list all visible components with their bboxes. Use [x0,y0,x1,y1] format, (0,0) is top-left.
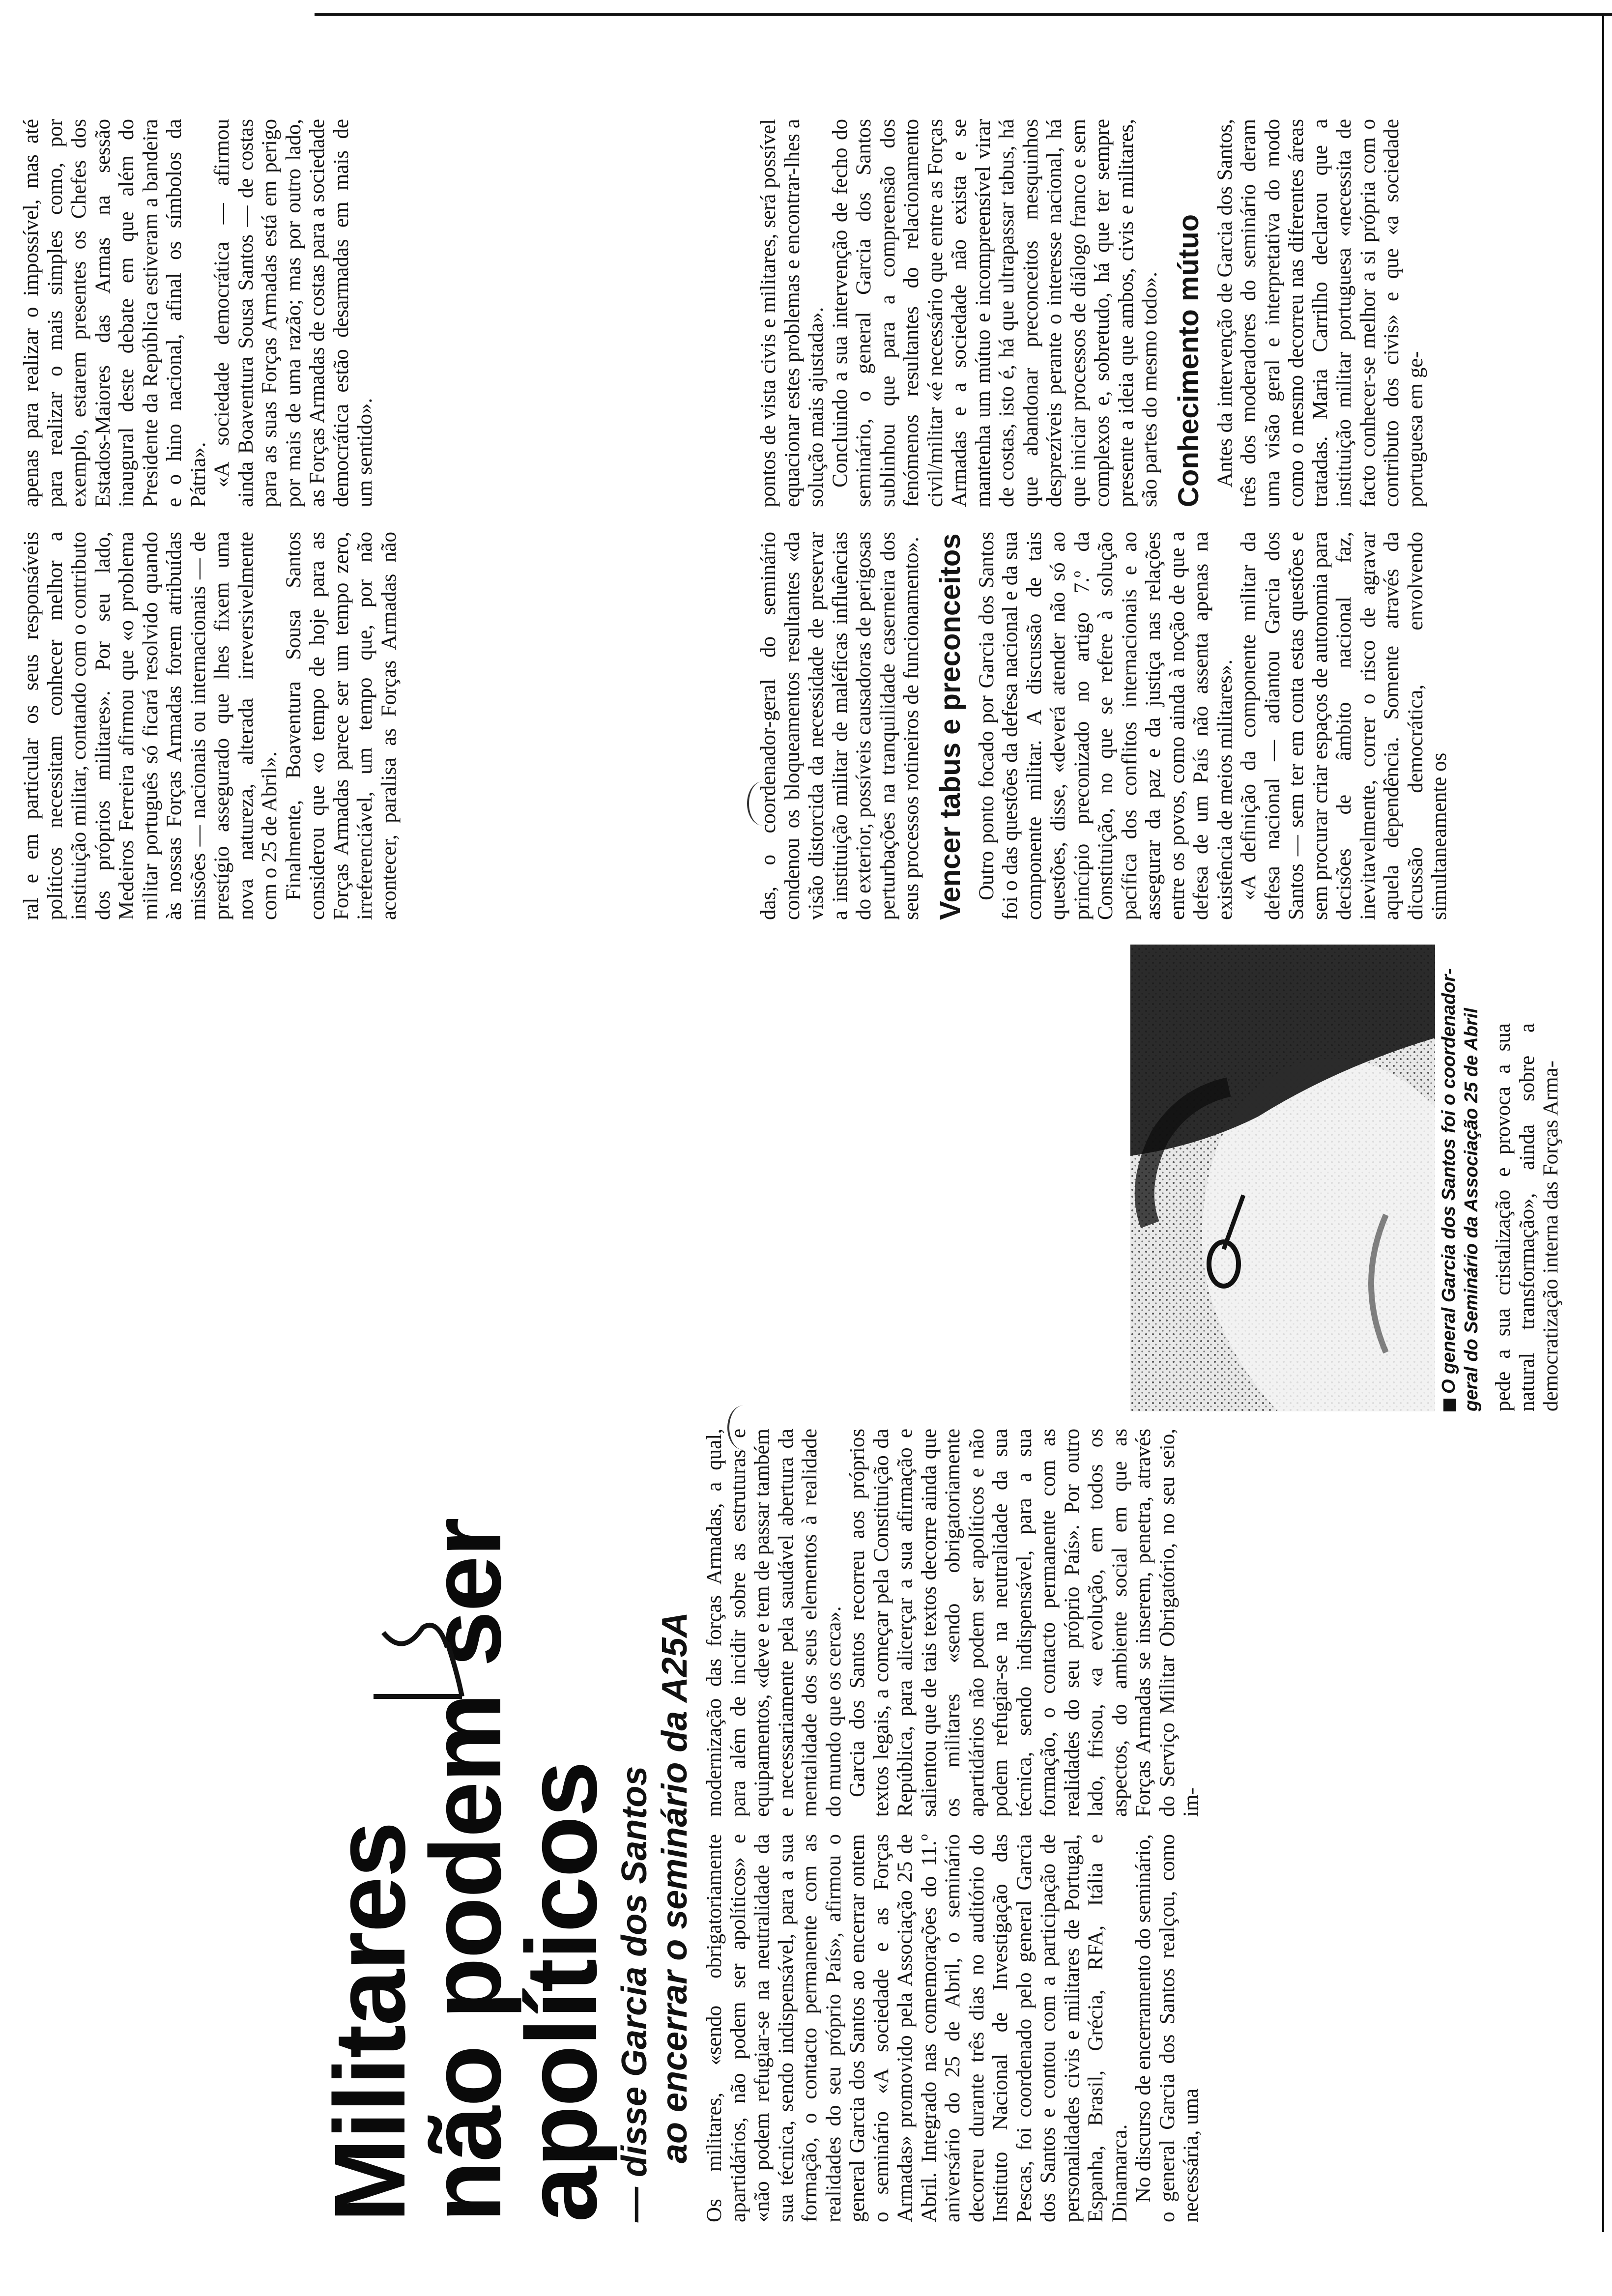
subheadline-line-1: — disse Garcia dos Santos [615,1766,654,2222]
paragraph: modernização das forças Armadas, a qual, para além de incidir sobre as estruturas e equipamentos, «deve e tem de passar também e necessariamente pela saudável abertura da mentalidade dos seus elementos à realidade do mundo que os cerca». [703,1429,845,1817]
photo-garcia-dos-santos [1130,945,1435,1411]
paragraph: No discurso de encerramento do seminário, o general Garcia dos Santos realçou, como necessária, uma [1132,1834,1203,2222]
paragraph: das, o coordenador-geral do seminário condenou os bloqueamentos resultantes «da visão distorcida da necessidade de preservar a instituição militar de maléficas influências do exterior, possíveis causadoras de perigosas perturbações na tranquilidade caserneira dos seus processos rotineiros de funcionamento». [757,532,923,920]
paragraph: pede a sua cristalização e provoca a sua natural transformação», ainda sobre a democratização interna das Forças Arma- [1492,1023,1562,1411]
headline-line-3: apolíticos [505,1762,618,2222]
caption-text: O general Garcia dos Santos foi o coordenador-geral do Seminário da Associação 25 de Abril [1439,968,1482,1411]
paragraph: pontos de vista civis e militares, será possível equacionar estes problemas e encontrar-lhes a solução mais ajustada». [757,119,828,507]
column-6-flow-text [20,119,737,920]
section-heading-conhecimento-mutuo: Conhecimento mútuo [1172,214,1205,507]
column-rule-bottom [1602,16,1604,2232]
paragraph: ral e em particular os seus responsáveis políticos necessitam conhecer melhor a instituição militar, contando com o contributo dos próprios militares». Por seu lado, Medeiros Ferreira afirmou que «o problema militar português só ficará resolvido quando às nossas Forças Armadas forem atribuídas missões — nacionais ou internacionais — de prestígio assegurado que lhes fixem uma nova natureza, alterada irreversivelmente com o 25 de Abril». [20,532,281,920]
headline-line-2: não podem ser [409,1518,522,2222]
punch-hole-mark [727,1406,759,1450]
caption-bullet-icon [1443,1399,1456,1411]
punch-hole-mark [747,781,778,826]
column-3 [1492,1023,1602,1411]
section-heading-vencer-tabus: Vencer tabus e preconceitos [934,533,966,920]
column-2 [703,1429,1602,1817]
subheadline [614,1485,695,2222]
paragraph: «A sociedade democrática — afirmou ainda Boaventura Sousa Santos — de costas para as suas Forças Armadas está em perigo por mais de uma razão; mas por outro lado, as Forças Armadas de costas para a sociedade democrática estão desarmadas em mais de um sentido». [210,119,376,507]
subheadline-line-2: ao encerrar o seminário da A25A [655,1612,694,2163]
column-rule-top [315,13,1612,16]
paragraph: Garcia dos Santos recorreu aos próprios textos legais, a começar pela Constituição da República, para alicerçar a sua afirmação e salientou que de tais textos decorre ainda que os militares «sendo obrigatoriamente apartidários não podem ser apolíticos e não podem refugiar-se na neutralidade da sua técnica, sendo indispensável, para a sua formação, o contacto permanente com as realidades do seu próprio País». Por outro lado, frisou, «a evolução, em todos os aspectos, do ambiente social em que as Forças Armadas se inserem, penetra, através do Serviço Militar Obrigatório, no seu seio, im- [846,1429,1203,1817]
paragraph: «A definição da componente militar da defesa nacional — adiantou Garcia dos Santos — sem ter em conta estas questões e sem procurar criar espaços de autonomia para decisões de âmbito nacional faz, inevitavelmente, correr o risco de agravar aquela dependência. Somente através da dicussão democrática, envolvendo simultaneamente os [1237,532,1451,920]
paragraph: Concluindo a sua intervenção de fecho do seminário, o general Garcia dos Santos sublinhou que para a compreensão dos fenómenos resultantes do relacionamento civil/militar «é necessário que entre as Forças Armadas e a sociedade não exista e se mantenha um mútuo e incompreensível virar de costas, isto é, há que ultrapassar tabus, há que abandonar preconceitos mesquinhos desprezíveis perante o interesse nacional, há que iniciar processos de diálogo franco e sem complexos e, sobretudo, há que ter sempre presente a ideia que ambos, civis e militares, são partes do mesmo todo». [828,119,1161,507]
handwritten-mark-icon [364,1608,491,1716]
photo-caption [1438,940,1483,1411]
paragraph: Finalmente, Boaventura Sousa Santos considerou que «o tempo de hoje para as Forças Armadas parece ser um tempo zero, irreferenciável, um tempo que, por não acontecer, paralisa as Forças Armadas não apenas para realizar o impossível, mas até para realizar o mais simples como, por exemplo, estarem presentes os Chefes dos Estados-Maiores das Armas na sessão inaugural deste debate em que além do Presidente da República estiveram a bandeira e o hino nacional, afinal os símbolos da Pátria». [20,119,401,920]
headline-line-1: Militares [314,1822,426,2222]
paragraph: Antes da intervenção de Garcia dos Santos, três dos moderadores do seminário deram uma visão geral e interpretativa do modo como o mesmo decorreu nas diferentes áreas tratadas. Maria Carrilho declarou que a instituição militar portuguesa «necessita de facto conhecer-se melhor a si própria com o contributo dos civis» e que «a sociedade portuguesa em ge- [1213,119,1427,507]
paragraph: Os militares, «sendo obrigatoriamente apartidários, não podem ser apolíticos» e «não podem refugiar-se na neutralidade da sua técnica, sendo indispensável, para a sua formação, o contacto permanente com as realidades do seu próprio País», afirmou o general Garcia dos Santos ao encerrar ontem o seminário «A sociedade e as Forças Armadas» promovido pela Associação 25 de Abril. Integrado nas comemorações do 11.º aniversário do 25 de Abril, o seminário decorreu durante três dias no auditório do Instituto Nacional de Investigação das Pescas, foi coordenado pelo general Garcia dos Santos e contou com a participação de personalidades civis e militares de Portugal, Espanha, Brasil, Grécia, RFA, Itália e Dinamarca. [703,1834,1131,2222]
paragraph: Outro ponto focado por Garcia dos Santos foi o das questões da defesa nacional e da sua componente militar. A discussão de tais questões, disse, «deverá atender não só ao princípio preconizado no artigo 7.º da Constituição, no que se refere à solução pacífica dos conflitos internacionais e ao assegurar da paz e da justiça nas relações entre os povos, como ainda à noção de que a defesa de um País não assenta apenas na existência de meios militares». [975,532,1237,920]
column-4 [757,532,1602,920]
column-1 [703,1834,1602,2222]
column-5 [757,119,1602,507]
